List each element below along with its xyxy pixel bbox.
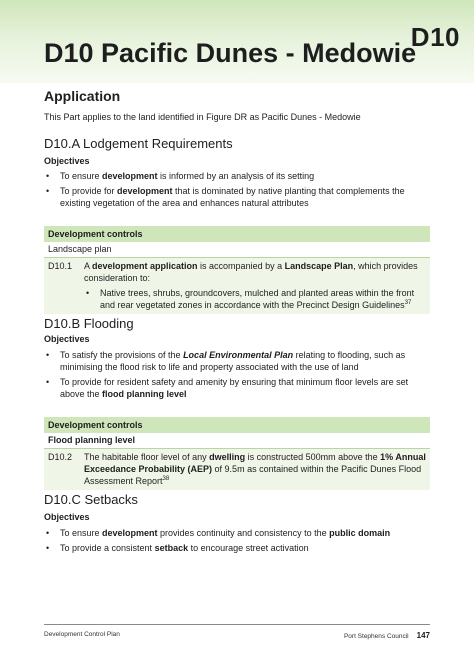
list-item: • Native trees, shrubs, groundcovers, mulched and planted areas within the front and rear vegetated zones in accordance with the Precinct Design Guidelines$^{37}$ <box>84 287 426 311</box>
footer-right <box>344 631 430 640</box>
list-item: • To ensure development provides continuity and consistency to the public domain <box>44 527 430 539</box>
section-c-heading: D10.C Setbacks <box>44 492 138 507</box>
list-item: • To ensure development is informed by an analysis of its setting <box>44 170 430 182</box>
footnote-ref: 37 <box>404 300 412 306</box>
footer-document-name: Development Control Plan <box>44 631 120 638</box>
control-number: D10.2 <box>48 452 73 462</box>
table-row <box>44 258 430 314</box>
controls-header: Development controls <box>44 417 430 433</box>
list-item: • To provide a consistent setback to encourage street activation <box>44 542 430 554</box>
page-number: 147 <box>416 631 430 640</box>
section-c-objectives-label: Objectives <box>44 512 90 522</box>
section-b-objectives-label: Objectives <box>44 334 90 344</box>
list-item: • To satisfy the provisions of the Local Environmental Plan relating to flooding, such as minimising the flood risk to life and property associated with the use of land <box>44 349 430 373</box>
section-a-controls-table <box>44 226 430 314</box>
section-c-objectives <box>44 527 430 557</box>
page-title: D10 Pacific Dunes - Medowie <box>44 38 417 68</box>
control-text: The habitable floor level of any dwelling is constructed 500mm above the 1% Annual Exceedance Probability (AEP) of 9.5m as contained within the Pacific Dunes Flood Assessment Report$^{38}$ <box>84 452 426 486</box>
section-a-heading: D10.A Lodgement Requirements <box>44 136 233 151</box>
list-item: • To provide for development that is dominated by native planting that complements the existing vegetation of the area and enhances natural attributes <box>44 185 430 209</box>
controls-subheading: Flood planning level <box>44 433 430 449</box>
section-code: D10 <box>410 22 460 52</box>
application-text: This Part applies to the land identified in Figure DR as Pacific Dunes - Medowie <box>44 112 361 122</box>
control-text: A development application is accompanied by a Landscape Plan, which provides consideration to: • Native trees, shrubs, groundcovers, mulched and planted areas within the front and rear vegetated zones in accordance with the Precinct Design Guidelines$^{37}$ <box>84 260 426 311</box>
controls-subheading: Landscape plan <box>44 242 430 258</box>
list-item: • To provide for resident safety and amenity by ensuring that minimum floor levels are set above the flood planning level <box>44 376 430 400</box>
footnote-ref: 38 <box>162 476 170 482</box>
section-b-heading: D10.B Flooding <box>44 316 134 331</box>
section-b-objectives <box>44 349 430 403</box>
table-row <box>44 449 430 490</box>
application-heading: Application <box>44 88 121 104</box>
section-a-objectives-label: Objectives <box>44 156 90 166</box>
section-a-objectives <box>44 170 430 212</box>
footer-council: Port Stephens Council <box>343 633 409 640</box>
control-number: D10.1 <box>48 261 73 271</box>
section-b-controls-table <box>44 417 430 490</box>
controls-header: Development controls <box>44 226 430 242</box>
footer-divider <box>44 624 430 625</box>
